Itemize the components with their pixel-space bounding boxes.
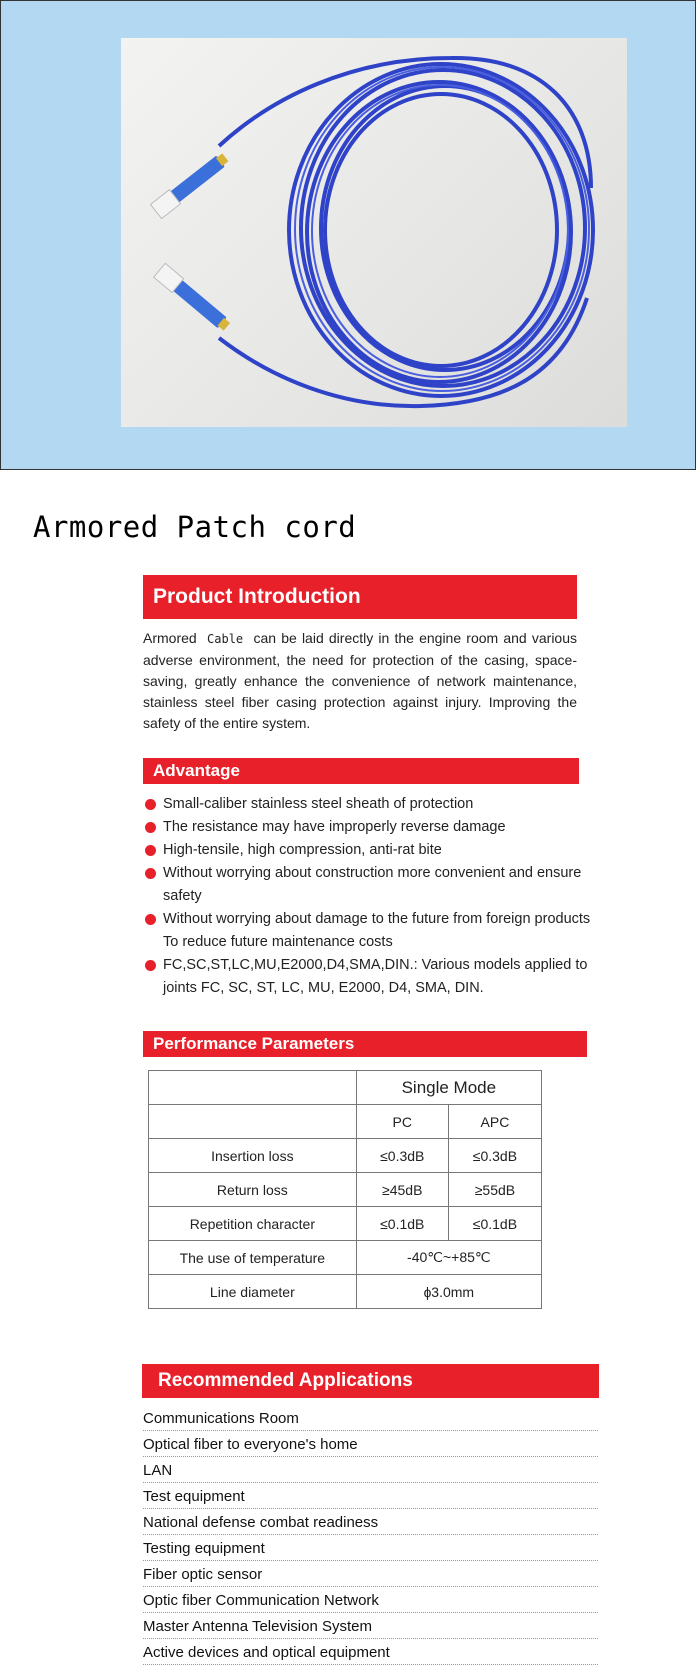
table-cell-apc: ≥55dB: [448, 1173, 541, 1207]
list-item: Communications Room: [143, 1405, 598, 1431]
list-item: Optic fiber Communication Network: [143, 1587, 598, 1613]
introduction-text: [143, 628, 577, 734]
table-cell-pc: ≤0.1dB: [356, 1207, 448, 1241]
table-row: [149, 1275, 542, 1309]
advantage-list: [143, 793, 593, 1000]
product-title: Armored Patch cord: [33, 510, 357, 544]
table-row: [149, 1173, 542, 1207]
list-item-text: The resistance may have improperly reverse damage: [163, 819, 506, 835]
list-item: [143, 954, 593, 1000]
bullet-icon: [145, 914, 156, 925]
list-item: Master Antenna Television System: [143, 1613, 598, 1639]
cable-illustration: [121, 38, 627, 427]
list-item: [143, 793, 593, 816]
table-header-mode: Single Mode: [356, 1071, 541, 1105]
table-cell-apc: ≤0.1dB: [448, 1207, 541, 1241]
list-item: Active devices and optical equipment: [143, 1639, 598, 1665]
bullet-icon: [145, 868, 156, 879]
list-item: Test equipment: [143, 1483, 598, 1509]
section-heading-performance: [143, 1031, 587, 1057]
list-item-text: FC,SC,ST,LC,MU,E2000,D4,SMA,DIN.: Various models applied to joints FC, SC, ST, LC, MU, E2000, D4, SMA, DIN.: [163, 957, 588, 996]
list-item-text: High-tensile, high compression, anti-rat bite: [163, 842, 442, 858]
list-item: LAN: [143, 1457, 598, 1483]
list-item: [143, 816, 593, 839]
list-item-text: Small-caliber stainless steel sheath of protection: [163, 796, 474, 812]
performance-table: [148, 1070, 542, 1309]
list-item: Optical fiber to everyone's home: [143, 1431, 598, 1457]
section-heading-label: Advantage: [153, 761, 240, 780]
bullet-icon: [145, 845, 156, 856]
table-cell-pc: ≥45dB: [356, 1173, 448, 1207]
table-row: [149, 1071, 542, 1105]
table-row: [149, 1207, 542, 1241]
table-cell-label: The use of temperature: [149, 1241, 357, 1275]
section-heading-applications: [142, 1364, 599, 1398]
section-heading-introduction: [143, 575, 577, 619]
section-heading-label: Performance Parameters: [153, 1034, 355, 1053]
table-cell-label: Insertion loss: [149, 1139, 357, 1173]
applications-list: [143, 1405, 598, 1665]
table-cell-label: Return loss: [149, 1173, 357, 1207]
table-cell-apc: ≤0.3dB: [448, 1139, 541, 1173]
hero-banner: [0, 0, 696, 470]
list-item: Testing equipment: [143, 1535, 598, 1561]
list-item-text: Without worrying about construction more convenient and ensure safety: [163, 865, 582, 904]
table-row: [149, 1105, 542, 1139]
list-item-text: Without worrying about damage to the future from foreign products To reduce future maintenance costs: [163, 911, 591, 950]
table-cell-value: -40℃~+85℃: [356, 1241, 541, 1275]
bullet-icon: [145, 799, 156, 810]
table-header-pc: PC: [356, 1105, 448, 1139]
section-heading-advantage: [143, 758, 579, 784]
list-item: Fiber optic sensor: [143, 1561, 598, 1587]
intro-text-rest: can be laid directly in the engine room and various adverse environment, the need for protection of the casing, space-saving, greatly enhance the convenience of network maintenance, stainless steel fiber casing protection against injury. Improving the safety of the entire system.: [143, 630, 577, 731]
section-heading-label: Product Introduction: [153, 585, 361, 608]
table-cell-pc: ≤0.3dB: [356, 1139, 448, 1173]
table-cell-label: Line diameter: [149, 1275, 357, 1309]
table-row: [149, 1139, 542, 1173]
table-cell-empty: [149, 1071, 357, 1105]
list-item: [143, 908, 593, 954]
section-heading-label: Recommended Applications: [158, 1370, 413, 1391]
list-item: [143, 862, 593, 908]
product-photo: [121, 38, 627, 427]
table-cell-value: ɸ3.0mm: [356, 1275, 541, 1309]
list-item: National defense combat readiness: [143, 1509, 598, 1535]
table-header-apc: APC: [448, 1105, 541, 1139]
bullet-icon: [145, 960, 156, 971]
bullet-icon: [145, 822, 156, 833]
intro-text-start: Armored: [143, 630, 197, 646]
list-item: [143, 839, 593, 862]
table-cell-label: Repetition character: [149, 1207, 357, 1241]
table-cell-empty: [149, 1105, 357, 1139]
intro-text-mono: Cable: [207, 632, 244, 646]
table-row: [149, 1241, 542, 1275]
